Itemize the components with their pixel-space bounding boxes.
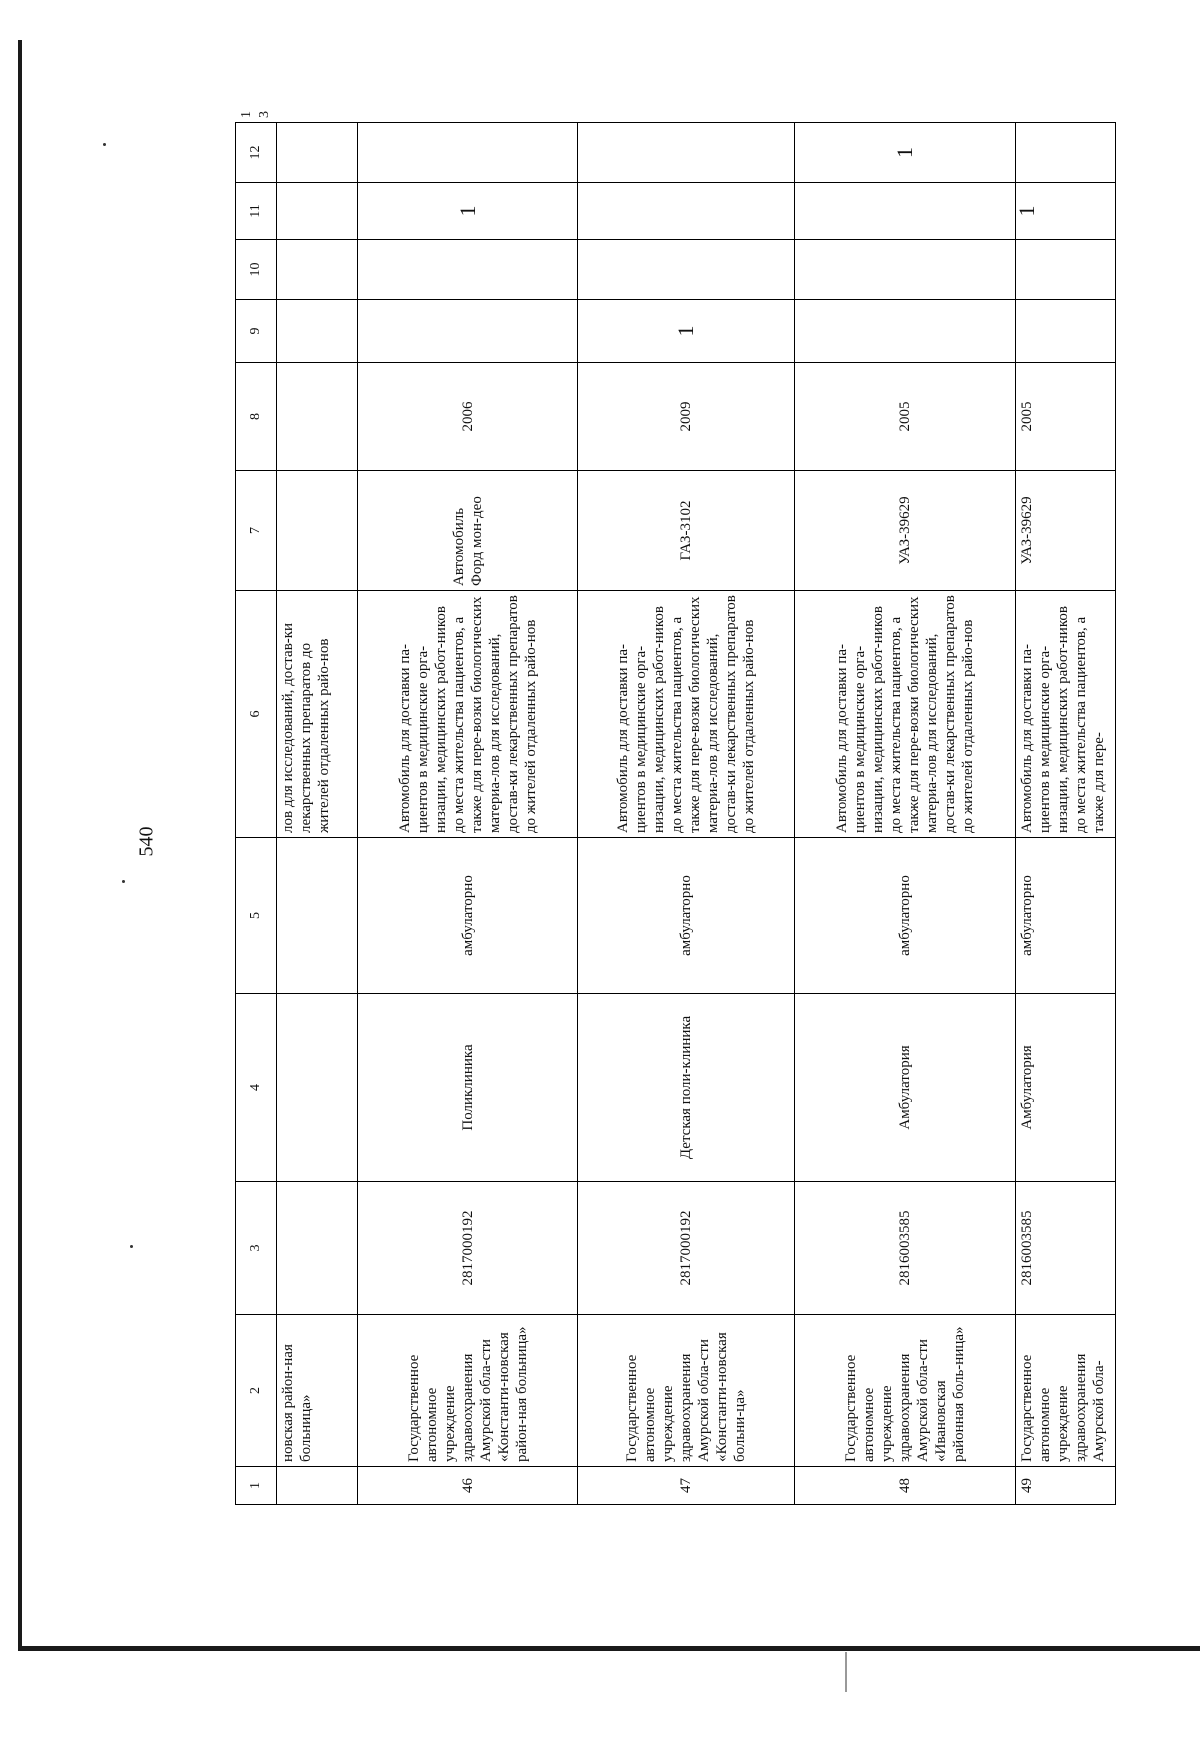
col10-cell: [1016, 240, 1116, 300]
col11-cell: [795, 183, 1016, 240]
inn-cell: 2816003585: [1016, 1182, 1116, 1315]
year-cell: 2005: [795, 363, 1016, 471]
description-cell: Автомобиль для доставки па-циентов в медицинские орга-низации, медицинских работ-ников до места жительства пациентов, а также для пере-возки биологических материа-лов для исследований, достав-ки лекарственных препаратов до жителей отдаленных райо-нов: [358, 591, 578, 838]
model-cell: УАЗ-39629: [1016, 471, 1116, 591]
scan-speck: [130, 1245, 133, 1248]
header-cell: 12: [236, 123, 277, 183]
col11-cell: 1: [1016, 183, 1116, 240]
col12-cell: [578, 123, 795, 183]
col11-cell: 1: [358, 183, 578, 240]
org-cell: новская район-ная больница»: [277, 1315, 358, 1467]
table-row: [1016, 123, 1116, 1505]
rotated-table-wrapper: [235, 111, 1107, 1505]
header-cell: 11: [236, 183, 277, 240]
row-number: 48: [795, 1467, 1016, 1505]
header-row: 1 2 3 4 5 6 7 8 9 10 11 12 13: [236, 123, 277, 1505]
row-number: 46: [358, 1467, 578, 1505]
header-cell: 10: [236, 240, 277, 300]
care-cell: амбулаторно: [358, 838, 578, 994]
row-number: 47: [578, 1467, 795, 1505]
header-cell: 4: [236, 994, 277, 1182]
col12-cell: 1: [795, 123, 1016, 183]
unit-cell: Поликлиника: [358, 994, 578, 1182]
care-cell: амбулаторно: [795, 838, 1016, 994]
model-cell: УАЗ-39629: [795, 471, 1016, 591]
header-cell: 5: [236, 838, 277, 994]
header-cell: 3: [236, 1182, 277, 1315]
col12-cell: [358, 123, 578, 183]
inn-cell: 2817000192: [578, 1182, 795, 1315]
scan-speck: [122, 880, 125, 883]
year-cell: 2009: [578, 363, 795, 471]
inn-cell: 2816003585: [795, 1182, 1016, 1315]
unit-cell: Детская поли-клиника: [578, 994, 795, 1182]
org-cell: Государственное автономное учреждение здравоохранения Амурской обла-сти «Константи-новская больни-ца»: [578, 1315, 795, 1467]
model-cell: Автомобиль Форд мон-део: [358, 471, 578, 591]
model-cell: ГАЗ-3102: [578, 471, 795, 591]
inn-cell: 2817000192: [358, 1182, 578, 1315]
description-cell: Автомобиль для доставки па-циентов в медицинские орга-низации, медицинских работ-ников до места жительства пациентов, а также для пере-: [1016, 591, 1116, 838]
year-cell: 2005: [1016, 363, 1116, 471]
scan-edge-bottom: [18, 1646, 1200, 1651]
scan-speck: [103, 143, 106, 146]
year-cell: 2006: [358, 363, 578, 471]
scan-edge-left: [18, 40, 22, 1650]
table-row: [795, 123, 1016, 1505]
table-row: [578, 123, 795, 1505]
header-cell: 8: [236, 363, 277, 471]
col9-cell: 1: [578, 300, 795, 363]
header-cell: 9: [236, 300, 277, 363]
col9-cell: [1016, 300, 1116, 363]
table-row: [358, 123, 578, 1505]
row-number: 49: [1016, 1467, 1116, 1505]
description-cell: Автомобиль для доставки па-циентов в медицинские орга-низации, медицинских работ-ников до места жительства пациентов, а также для пере-возки биологических материа-лов для исследований, достав-ки лекарственных препаратов до жителей отдаленных райо-нов: [578, 591, 795, 838]
data-table: [235, 111, 1116, 1505]
col11-cell: [578, 183, 795, 240]
org-cell: Государственное автономное учреждение здравоохранения Амурской обла-: [1016, 1315, 1116, 1467]
unit-cell: Амбулатория: [1016, 994, 1116, 1182]
org-cell: Государственное автономное учреждение здравоохранения Амурской обла-сти «Константи-новская район-ная больница»: [358, 1315, 578, 1467]
col12-cell: [1016, 123, 1116, 183]
description-cell: Автомобиль для доставки па-циентов в медицинские орга-низации, медицинских работ-ников до места жительства пациентов, а также для пере-возки биологических материа-лов для исследований, достав-ки лекарственных препаратов до жителей отдаленных райо-нов: [795, 591, 1016, 838]
col10-cell: [358, 240, 578, 300]
care-cell: амбулаторно: [1016, 838, 1116, 994]
page-number: 540: [135, 826, 158, 857]
col10-cell: [795, 240, 1016, 300]
header-cell: 7: [236, 471, 277, 591]
header-cell: 2: [236, 1315, 277, 1467]
scan-mark: [845, 1652, 847, 1692]
unit-cell: Амбулатория: [795, 994, 1016, 1182]
header-cell: 6: [236, 591, 277, 838]
description-cell: лов для исследований, достав-ки лекарственных препаратов до жителей отдаленных райо-нов: [277, 591, 358, 838]
continuation-row: [277, 123, 358, 1505]
col9-cell: [358, 300, 578, 363]
header-cell: 1: [236, 1467, 277, 1505]
org-cell: Государственное автономное учреждение здравоохранения Амурской обла-сти «Ивановская районная боль-ница»: [795, 1315, 1016, 1467]
care-cell: амбулаторно: [578, 838, 795, 994]
col9-cell: [795, 300, 1016, 363]
col10-cell: [578, 240, 795, 300]
